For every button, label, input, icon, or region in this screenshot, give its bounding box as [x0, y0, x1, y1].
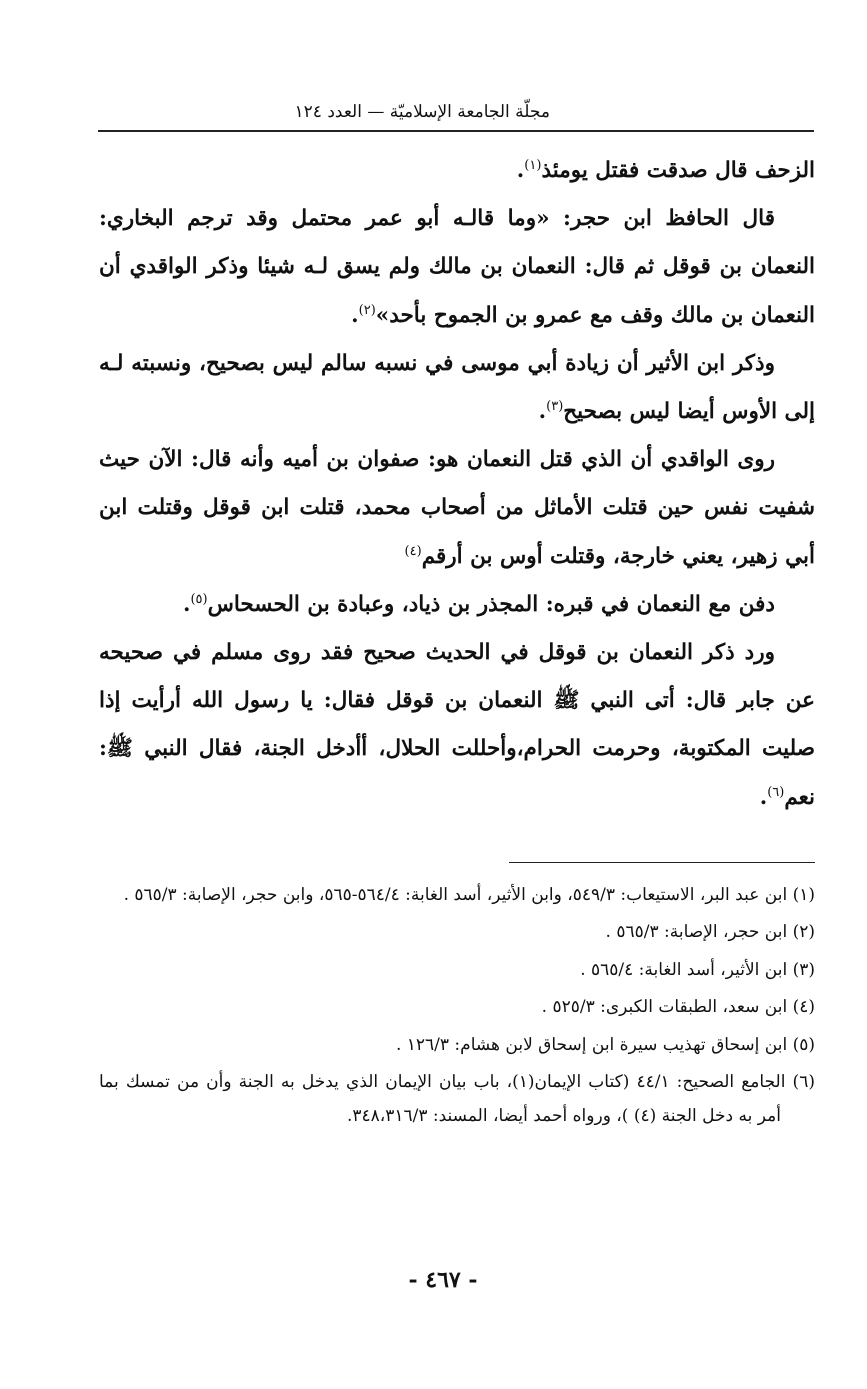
paragraph-text: الزحف قال صدقت فقتل يومئذ: [541, 158, 815, 183]
paragraph-text: روى الواقدي أن الذي قتل النعمان هو: صفوان بن أميه وأنه قال: الآن حيث شفيت نفس حين قتلت الأماثل من أصحاب محمد، قتلت ابن قوقل وقتلت ابن أبي زهير، يعني خارجة، وقتلت أوس بن أرقم: [99, 447, 815, 569]
footnote-rule: [509, 862, 815, 863]
header-rule: [98, 130, 814, 132]
paragraph-6: [99, 629, 815, 822]
paragraph-tail: .: [182, 591, 191, 617]
footnote-6: (٦) الجامع الصحيح: ٤٤/١ (كتاب الإيمان(١)، باب بيان الإيمان الذي يدخل به الجنة وأن من تمسك بما أمر به دخل الجنة (٤) )، ورواه أحمد أيضا، المسند: ٣٤٨،٣١٦/٣.: [99, 1072, 815, 1127]
footnote-3: (٣) ابن الأثير، أسد الغابة: ٥٦٥/٤ .: [580, 959, 815, 980]
footnote-ref-2[interactable]: (٢): [358, 302, 376, 318]
footnote-5: (٥) ابن إسحاق تهذيب سيرة ابن إسحاق لابن هشام: ١٢٦/٣ .: [395, 1034, 815, 1055]
paragraph-text: دفن مع النعمان في قبره: المجذر بن ذياد، وعبادة بن الحسحاس: [207, 591, 775, 617]
paragraph-tail: .: [538, 399, 547, 425]
paragraph-2: [99, 195, 815, 340]
footnote-ref-1[interactable]: (١): [524, 157, 542, 173]
footnote-ref-4[interactable]: (٤): [404, 543, 422, 559]
paragraph-text: ورد ذكر النعمان بن قوقل في الحديث صحيح فقد روى مسلم في صحيحه عن جابر قال: أتى النبي ﷺ النعمان بن قوقل فقال: يا رسول الله أرأيت إذا صليت المكتوبة، وحرمت الحرام،وأحللت الحلال، أأدخل الجنة، فقال النبي ﷺ: نعم: [99, 640, 815, 810]
footnote-ref-6[interactable]: (٦): [767, 784, 785, 800]
footnote-ref-5[interactable]: (٥): [190, 591, 208, 607]
page-number: - ٤٦٧ -: [408, 1267, 478, 1293]
footnote-4: (٤) ابن سعد، الطبقات الكبرى: ٥٢٥/٣ .: [541, 997, 815, 1018]
main-text: [99, 147, 815, 822]
paragraph-text: وذكر ابن الأثير أن زيادة أبي موسى في نسبه سالم ليس بصحيح، ونسبته لـه إلى الأوس أيضا ليس بصحيح: [99, 350, 815, 425]
paragraph-text: قال الحافظ ابن حجر: «وما قالـه أبو عمر محتمل وقد ترجم البخاري: النعمان بن قوقل ثم قال: النعمان بن مالك ولم يسق لـه شيئا وذكر الواقدي أن النعمان بن مالك وقف مع عمرو بن الجموح بأحد»: [99, 206, 815, 328]
paragraph-1: [99, 147, 815, 195]
paragraph-4: [99, 436, 815, 581]
footnote-ref-3[interactable]: (٣): [546, 398, 564, 414]
paragraph-3: [99, 340, 815, 436]
paragraph-tail: .: [516, 158, 525, 183]
paragraph-5: [99, 581, 815, 629]
footnote-2: (٢) ابن حجر، الإصابة: ٥٦٥/٣ .: [605, 922, 815, 943]
journal-header: مجلّة الجامعة الإسلاميّة — العدد ١٢٤: [294, 102, 550, 122]
footnotes: [99, 878, 815, 1134]
footnote-1: (١) ابن عبد البر، الاستيعاب: ٥٤٩/٣، وابن الأثير، أسد الغابة: ٥٦٤/٤-٥٦٥، وابن حجر، الإصابة: ٥٦٥/٣ .: [123, 885, 815, 905]
paragraph-tail: .: [351, 302, 359, 328]
paragraph-tail: .: [759, 784, 768, 810]
